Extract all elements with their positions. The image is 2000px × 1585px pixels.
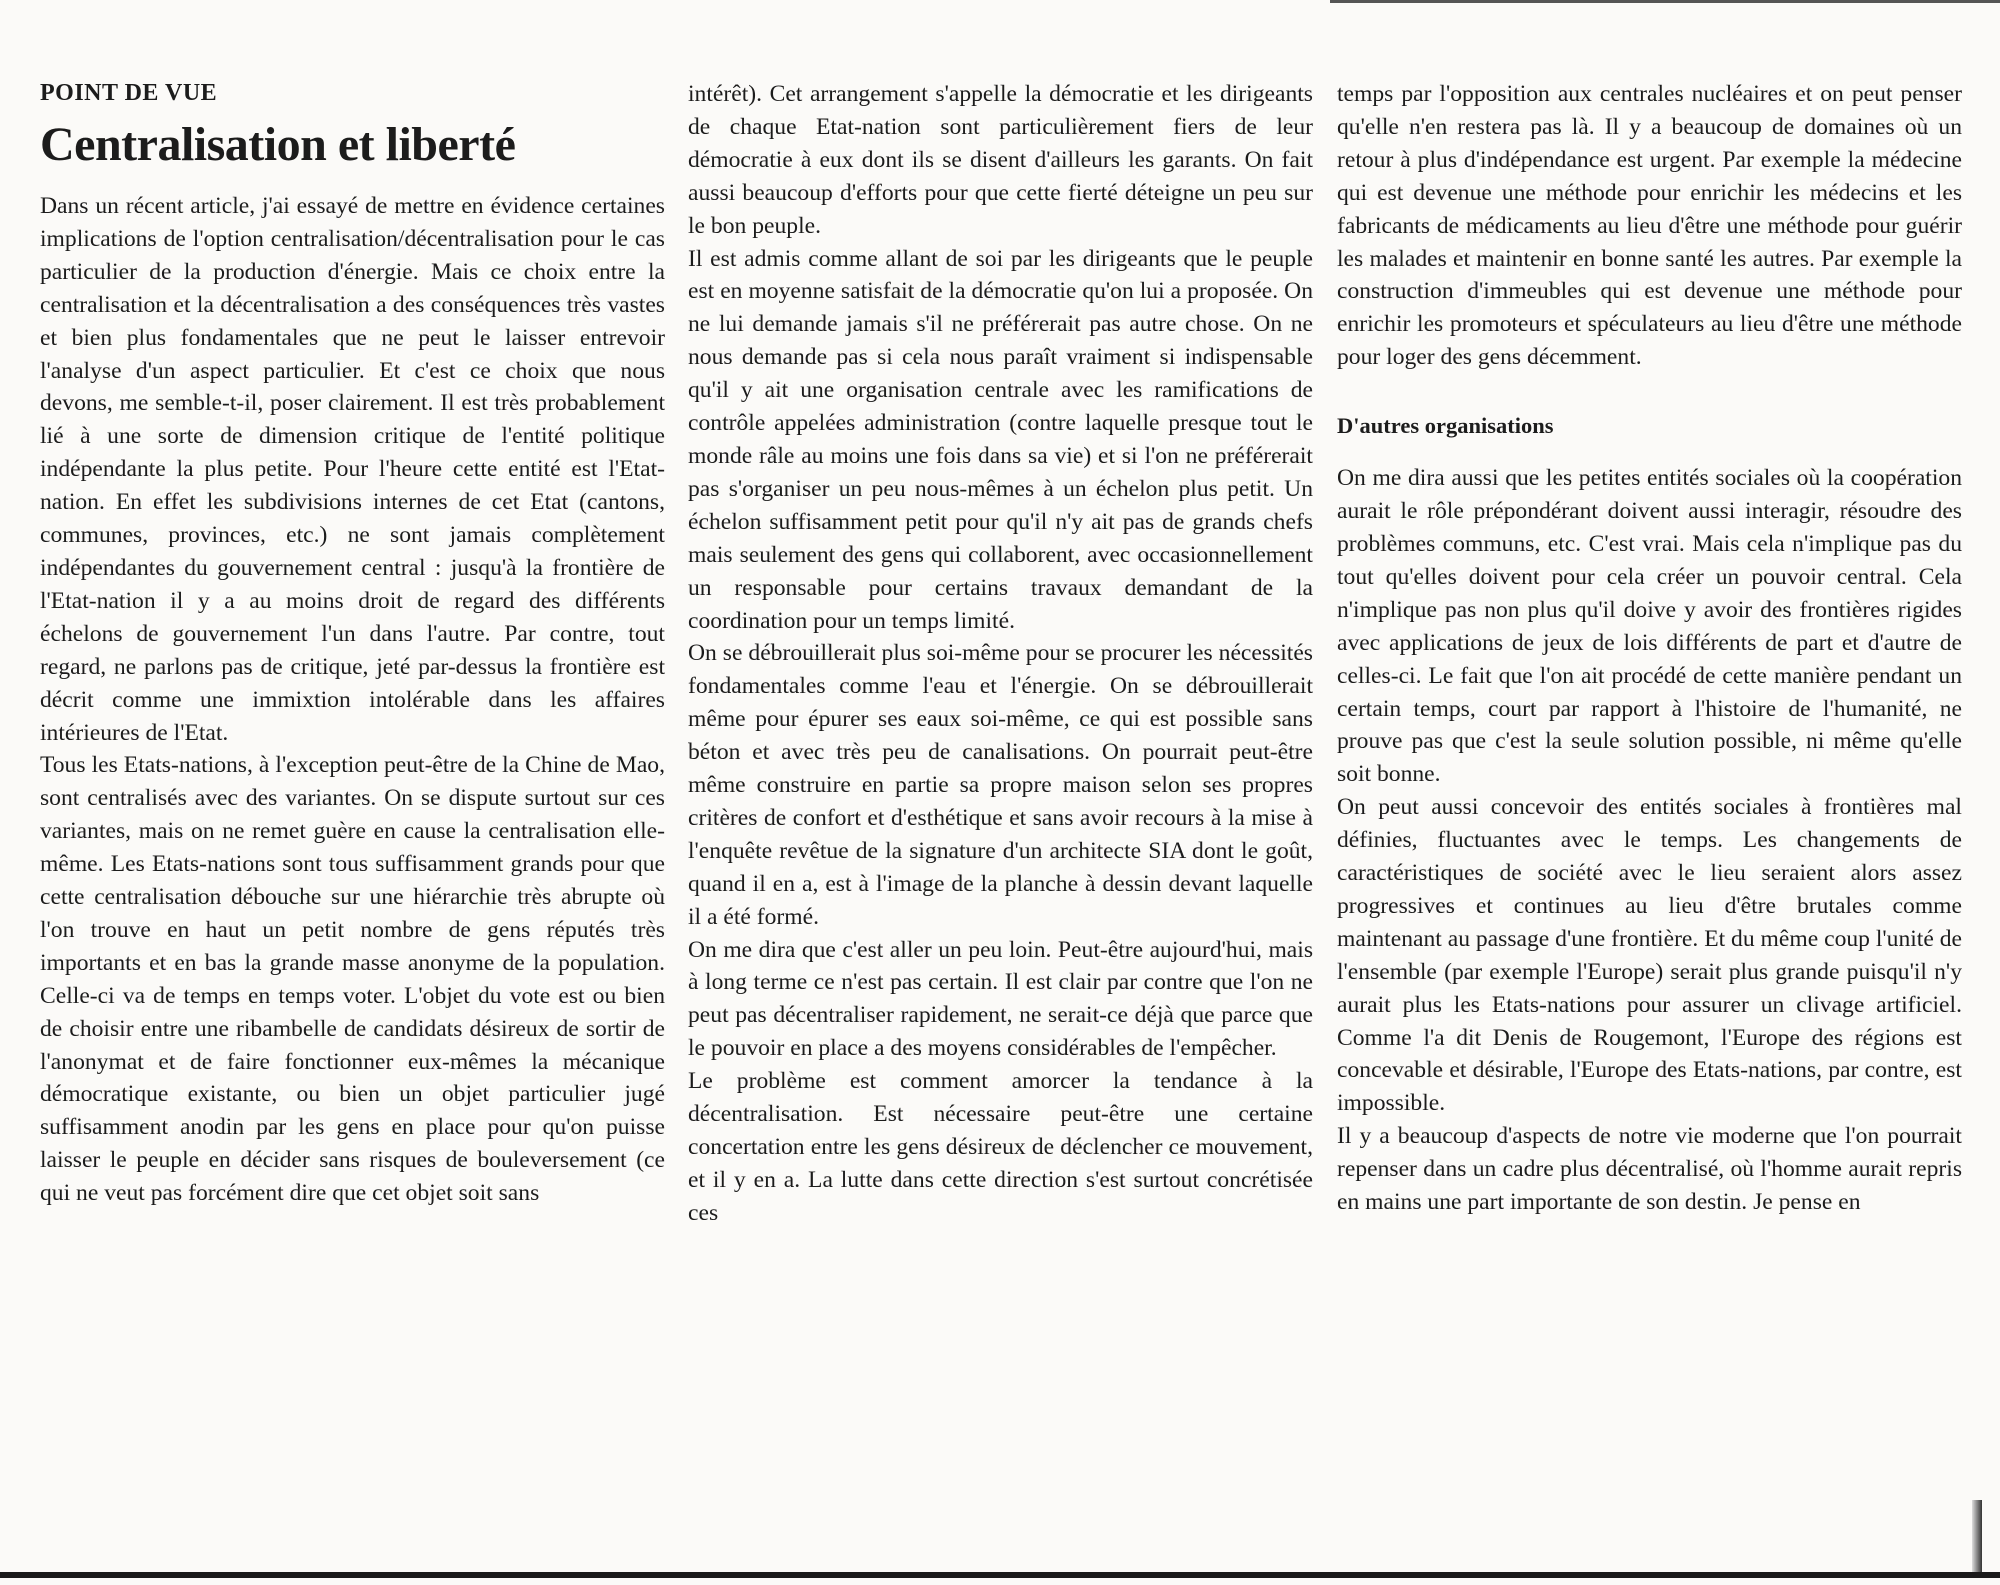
paragraph: Tous les Etats-nations, à l'exception peut-être de la Chine de Mao, sont centralisés avec des variantes. On se dispute surtout sur ces variantes, mais on ne remet guère en cause la centralisation elle-même. Les Etats-nations sont tous suffisamment grands pour que cette centralisation débouche sur une hiérarchie très abrupte où l'on trouve en haut un petit nombre de gens réputés très importants et en bas la grande masse anonyme de la population. Celle-ci va de temps en temps voter. L'objet du vote est ou bien de choisir entre une ribambelle de candidats désireux de sortir de l'anonymat et de faire fonctionner eux-mêmes la mécanique démocratique existante, ou bien un objet particulier jugé suffisamment anodin par les gens en place pour qu'on puisse laisser le peuple en décider sans risques de bouleversement (ce qui ne veut pas forcément dire que cet objet soit sans [40, 752, 665, 1207]
paragraph: Dans un récent article, j'ai essayé de mettre en évidence certaines implications de l'option centralisation/décentralisation pour le cas particulier de la production d'énergie. Mais ce choix entre la centralisation et la décentralisation a des conséquences très vastes et bien plus fondamentales que ne peut le laisser entrevoir l'analyse d'un aspect particulier. Et c'est ce choix que nous devons, me semble-t-il, poser clairement. Il est très probablement lié à une sorte de dimension critique de l'entité politique indépendante la plus petite. Pour l'heure cette entité est l'Etat-nation. En effet les subdivisions internes de cet Etat (cantons, communes, provinces, etc.) ne sont jamais complètement indépendantes du gouvernement central : jusqu'à la frontière de l'Etat-nation il y a au moins droit de regard des différents échelons de gouvernement l'un dans l'autre. Par contre, tout regard, ne parlons pas de critique, jeté par-dessus la frontière est décrit comme une immixtion intolérable dans les affaires intérieures de l'Etat. [40, 193, 665, 746]
paragraph: temps par l'opposition aux centrales nucléaires et on peut penser qu'elle n'en restera pas là. Il y a beaucoup de domaines où un retour à plus d'indépendance est urgent. Par exemple la médecine qui est devenue une méthode pour enrichir les médecins et les fabricants de médicaments au lieu d'être une méthode pour guérir les malades et maintenir en bonne santé les autres. Par exemple la construction d'immeubles qui est devenue une méthode pour enrichir les promoteurs et spéculateurs au lieu d'être une méthode pour loger des gens décemment. [1337, 81, 1962, 371]
column-1 [40, 78, 665, 1210]
column-3 [1337, 78, 1962, 1219]
column-2 [688, 78, 1313, 1230]
paragraph: Il est admis comme allant de soi par les dirigeants que le peuple est en moyenne satisfait de la démocratie qu'on lui a proposée. On ne lui demande jamais s'il ne préférerait pas autre chose. On ne nous demande pas si cela nous paraît vraiment si indispensable qu'il y ait une organisation centrale avec les ramifications de contrôle appelées administration (contre laquelle presque tout le monde râle au moins une fois dans sa vie) et si l'on ne préférerait pas s'organiser un peu nous-mêmes à un échelon plus petit. Un échelon suffisamment petit pour qu'il n'y ait pas de grands chefs mais seulement des gens qui collaborent, avec occasionnellement un responsable pour certains travaux demandant de la coordination pour un temps limité. [688, 245, 1313, 634]
page-edge-shadow [1972, 1500, 1982, 1572]
paragraph: intérêt). Cet arrangement s'appelle la démocratie et les dirigeants de chaque Etat-nation sont particulièrement fiers de leur démocratie à eux dont ils se disent d'ailleurs les garants. On fait aussi beaucoup d'efforts pour que cette fierté déteigne un peu sur le bon peuple. [688, 81, 1313, 239]
paragraph: On me dira aussi que les petites entités sociales où la coopération aurait le rôle prépondérant doivent aussi interagir, résoudre des problèmes communs, etc. C'est vrai. Mais cela n'implique pas du tout qu'elles doivent pour cela créer un pouvoir central. Cela n'implique pas non plus qu'il doive y avoir des frontières rigides avec applications de jeux de lois différents de part et d'autre de celles-ci. Le fait que l'on ait procédé de cette manière pendant un certain temps, court par rapport à l'histoire de l'humanité, ne prouve pas que c'est la seule solution possible, ni même qu'elle soit bonne. [1337, 465, 1962, 788]
paragraph: Le problème est comment amorcer la tendance à la décentralisation. Est nécessaire peut-être une certaine concertation entre les gens désireux de déclencher ce mouvement, et il y en a. La lutte dans cette direction s'est surtout concrétisée ces [688, 1068, 1313, 1226]
top-rule [1330, 0, 2000, 3]
section-kicker: POINT DE VUE [40, 80, 218, 106]
paragraph: On peut aussi concevoir des entités sociales à frontières mal définies, fluctuantes avec le temps. Les changements de caractéristiques de société avec le lieu seraient alors assez progressives et continues au lieu d'être brutales comme maintenant au passage d'une frontière. Et du même coup l'unité de l'ensemble (par exemple l'Europe) serait plus grande puisqu'il n'y aurait plus les Etats-nations pour assurer un clivage artificiel. Comme l'a dit Denis de Rougemont, l'Europe des régions est concevable et désirable, l'Europe des Etats-nations, par contre, est impossible. [1337, 794, 1963, 1117]
paragraph: Il y a beaucoup d'aspects de notre vie moderne que l'on pourrait repenser dans un cadre plus décentralisé, où l'homme aurait repris en mains une part importante de son destin. Je pense en [1337, 1123, 1962, 1216]
bottom-rule [0, 1572, 2000, 1578]
subheading: D'autres organisations [1337, 413, 1554, 439]
article-title: Centralisation et liberté [40, 118, 516, 171]
paragraph: On se débrouillerait plus soi-même pour se procurer les nécessités fondamentales comme l'eau et l'énergie. On se débrouillerait même pour épurer ses eaux soi-même, ce qui est possible sans béton et avec très peu de canalisations. On pourrait peut-être même construire en partie sa propre maison selon ses propres critères de confort et d'esthétique et sans avoir recours à la mise à l'enquête revêtue de la signature d'un architecte SIA dont le goût, quand il en a, est à l'image de la planche à dessin devant laquelle il a été formé. [688, 640, 1313, 930]
paragraph: On me dira que c'est aller un peu loin. Peut-être aujourd'hui, mais à long terme ce n'est pas certain. Il est clair par contre que l'on ne peut pas décentraliser rapidement, ne serait-ce déjà que parce que le pouvoir en place a des moyens considérables de l'empêcher. [688, 936, 1313, 1062]
